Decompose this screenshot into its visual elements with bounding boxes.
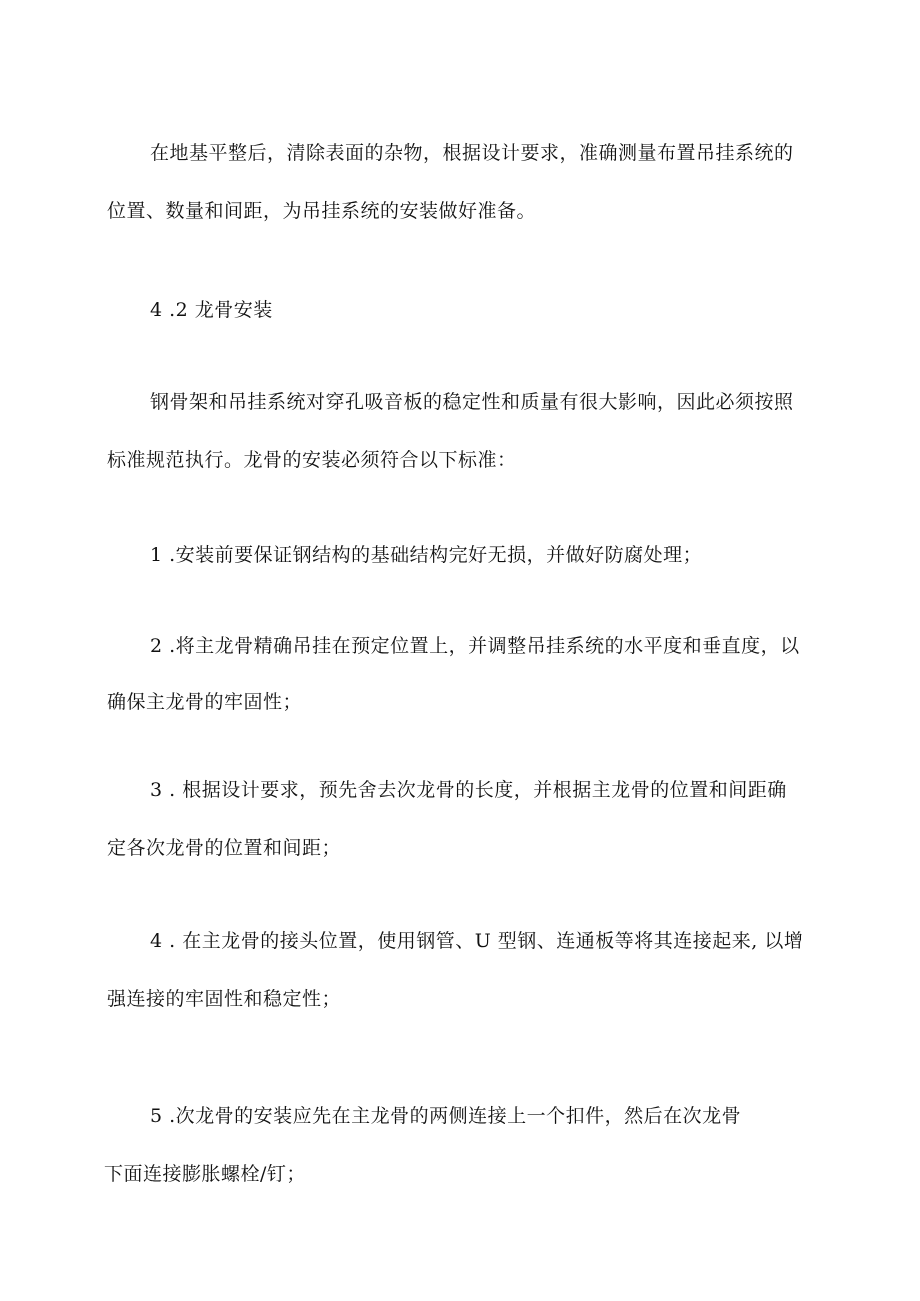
section-intro-line-1: 钢骨架和吊挂系统对穿孔吸音板的稳定性和质量有很大影响，因此必须按照 <box>150 391 794 413</box>
list-item-5-line-2: 下面连接膨胀螺栓/钉； <box>104 1163 306 1185</box>
section-heading: 4 .2 龙骨安装 <box>150 299 273 321</box>
intro-line-2: 位置、数量和间距，为吊挂系统的安装做好准备。 <box>107 200 537 222</box>
list-item-1-line-1: 1 .安装前要保证钢结构的基础结构完好无损，并做好防腐处理； <box>150 544 703 566</box>
list-item-4-line-1: 4 . 在主龙骨的接头位置，使用钢管、U 型钢、连通板等将其连接起来, 以增 <box>150 930 804 952</box>
list-item-3-line-2: 定各次龙骨的位置和间距； <box>107 837 342 859</box>
list-item-4-line-2: 强连接的牢固性和稳定性； <box>107 988 342 1010</box>
list-item-3-line-1: 3 . 根据设计要求，预先舍去次龙骨的长度，并根据主龙骨的位置和间距确 <box>150 779 787 801</box>
list-item-2-line-1: 2 .将主龙骨精确吊挂在预定位置上，并调整吊挂系统的水平度和垂直度，以 <box>150 635 800 657</box>
section-intro-line-2: 标准规范执行。龙骨的安装必须符合以下标准： <box>107 449 517 471</box>
list-item-2-line-2: 确保主龙骨的牢固性； <box>107 691 303 713</box>
intro-line-1: 在地基平整后，清除表面的杂物，根据设计要求，准确测量布置吊挂系统的 <box>150 142 794 164</box>
list-item-5-line-1: 5 .次龙骨的安装应先在主龙骨的两侧连接上一个扣件，然后在次龙骨 <box>150 1105 742 1127</box>
